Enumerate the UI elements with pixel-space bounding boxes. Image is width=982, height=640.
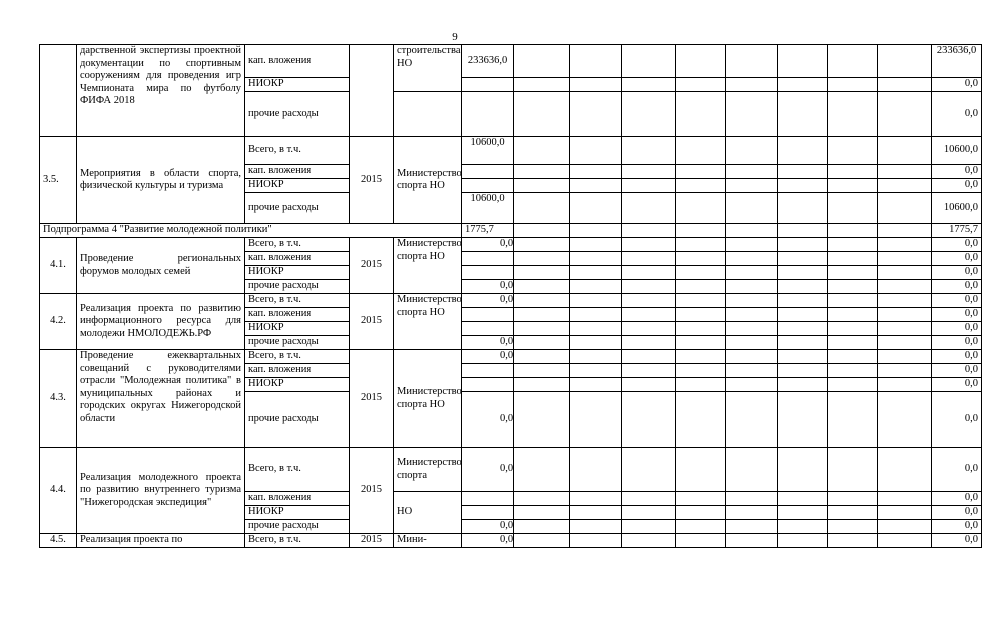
total-cell: 0,0 xyxy=(932,280,982,294)
executor: Министерство спорта НО xyxy=(394,350,462,448)
total-cell: 0,0 xyxy=(932,294,982,308)
total-cell: 0,0 xyxy=(932,238,982,252)
cost-type: Всего, в т.ч. xyxy=(245,350,350,364)
total-cell: 0,0 xyxy=(932,179,982,193)
amount-cell: 233636,0 xyxy=(462,45,514,78)
amount-cell: 10600,0 xyxy=(462,193,514,224)
year: 2015 xyxy=(350,294,394,350)
total-cell: 0,0 xyxy=(932,336,982,350)
amount-cell: 0,0 xyxy=(462,294,514,308)
measure-description: Реализация молодежного проекта по развитию внутреннего туризма "Нижегородская экспедиция" xyxy=(77,448,245,534)
year: 2015 xyxy=(350,350,394,448)
cost-type: кап. вложения xyxy=(245,492,350,506)
total-cell: 0,0 xyxy=(932,78,982,92)
measure-description: Проведение ежеквартальных совещаний с руководителями отрасли "Молодежная политика" в муниципальных районах и городских округах Нижегородской области xyxy=(77,350,245,448)
total-cell: 10600,0 xyxy=(932,137,982,165)
amount-cell: 0,0 xyxy=(462,350,514,364)
total-cell: 0,0 xyxy=(932,165,982,179)
total-cell: 0,0 xyxy=(932,92,982,137)
cost-type: кап. вложения xyxy=(245,165,350,179)
year-cell xyxy=(350,45,394,137)
cost-type: прочие расходы xyxy=(245,520,350,534)
cost-type: кап. вложения xyxy=(245,308,350,322)
executor: строительства НО xyxy=(394,45,462,92)
total-cell: 0,0 xyxy=(932,322,982,336)
row-number: 4.2. xyxy=(40,294,77,350)
total-cell: 0,0 xyxy=(932,266,982,280)
amount-cell: 0,0 xyxy=(462,520,514,534)
row-number: 4.4. xyxy=(40,448,77,534)
row-number: 3.5. xyxy=(40,137,77,224)
table-row xyxy=(40,448,982,492)
row-number: 4.3. xyxy=(40,350,77,448)
executor: Министерство спорта НО xyxy=(394,294,462,350)
year: 2015 xyxy=(350,238,394,294)
total-cell: 0,0 xyxy=(932,350,982,364)
amount-cell: 1775,7 xyxy=(462,224,514,238)
amount-cell xyxy=(462,266,514,280)
total-cell: 0,0 xyxy=(932,252,982,266)
table-row xyxy=(40,534,982,548)
total-cell: 0,0 xyxy=(932,492,982,506)
amount-cell xyxy=(462,92,514,137)
cost-type: Всего, в т.ч. xyxy=(245,448,350,492)
total-cell: 0,0 xyxy=(932,448,982,492)
cost-type: НИОКР xyxy=(245,506,350,520)
cost-type: Всего, в т.ч. xyxy=(245,238,350,252)
amount-cell xyxy=(462,308,514,322)
amount-cell xyxy=(462,378,514,392)
cost-type: прочие расходы xyxy=(245,280,350,294)
total-cell: 0,0 xyxy=(932,520,982,534)
measure-description: дарственной экспертизы проектной документации по спортивным сооружениям для проведения игр Чемпионата мира по футболу ФИФА 2018 xyxy=(77,45,245,137)
total-cell: 0,0 xyxy=(932,364,982,378)
total-cell: 10600,0 xyxy=(932,193,982,224)
cost-type: прочие расходы xyxy=(245,92,350,137)
total-cell: 0,0 xyxy=(932,392,982,448)
amount-cell xyxy=(462,364,514,378)
cost-type: Всего, в т.ч. xyxy=(245,294,350,308)
row-number-cell xyxy=(40,45,77,137)
total-cell: 0,0 xyxy=(932,534,982,548)
cost-type: НИОКР xyxy=(245,266,350,280)
cost-type: кап. вложения xyxy=(245,252,350,266)
amount-cell: 0,0 xyxy=(462,336,514,350)
amount-cell: 0,0 xyxy=(462,392,514,448)
amount-cell: 0,0 xyxy=(462,280,514,294)
cost-type: прочие расходы xyxy=(245,193,350,224)
measure-description: Реализация проекта по xyxy=(77,534,245,548)
amount-cell: 0,0 xyxy=(462,534,514,548)
executor: Министерство спорта xyxy=(394,448,462,492)
subprogram-title: Подпрограмма 4 "Развитие молодежной политики" xyxy=(40,224,462,238)
executor: Министерство спорта НО xyxy=(394,238,462,294)
year: 2015 xyxy=(350,534,394,548)
total-cell: 0,0 xyxy=(932,506,982,520)
total-cell: 1775,7 xyxy=(932,224,982,238)
amount-cell: 0,0 xyxy=(462,238,514,252)
year: 2015 xyxy=(350,448,394,534)
cost-type: НИОКР xyxy=(245,378,350,392)
budget-table xyxy=(39,44,982,548)
table-row xyxy=(40,350,982,364)
amount-cell xyxy=(462,252,514,266)
table-row xyxy=(40,137,982,165)
row-number: 4.1. xyxy=(40,238,77,294)
measure-description: Мероприятия в области спорта, физической культуры и туризма xyxy=(77,137,245,224)
amount-cell: 10600,0 xyxy=(462,137,514,165)
executor: Мини- xyxy=(394,534,462,548)
executor: НО xyxy=(394,492,462,534)
cost-type: Всего, в т.ч. xyxy=(245,534,350,548)
cost-type: кап. вложения xyxy=(245,45,350,78)
cost-type: НИОКР xyxy=(245,78,350,92)
amount-cell xyxy=(462,492,514,506)
measure-description: Реализация проекта по развитию информационного ресурса для молодежи НМОЛОДЕЖЬ.РФ xyxy=(77,294,245,350)
page-number: 9 xyxy=(452,31,458,43)
executor-cell xyxy=(394,92,462,137)
measure-description: Проведение региональных форумов молодых семей xyxy=(77,238,245,294)
cost-type: прочие расходы xyxy=(245,336,350,350)
row-number: 4.5. xyxy=(40,534,77,548)
cost-type: Всего, в т.ч. xyxy=(245,137,350,165)
total-cell: 233636,0 xyxy=(932,45,982,78)
amount-cell xyxy=(462,165,514,179)
amount-cell xyxy=(462,506,514,520)
executor: Министерство спорта НО xyxy=(394,137,462,224)
total-cell: 0,0 xyxy=(932,378,982,392)
cost-type: кап. вложения xyxy=(245,364,350,378)
total-cell: 0,0 xyxy=(932,308,982,322)
amount-cell xyxy=(462,179,514,193)
table-row xyxy=(40,294,982,308)
subprogram-row xyxy=(40,224,982,238)
year: 2015 xyxy=(350,137,394,224)
amount-cell xyxy=(462,78,514,92)
table-row xyxy=(40,238,982,252)
cost-type: НИОКР xyxy=(245,179,350,193)
cost-type: прочие расходы xyxy=(245,392,350,448)
amount-cell xyxy=(462,322,514,336)
cost-type: НИОКР xyxy=(245,322,350,336)
table-row xyxy=(40,45,982,78)
amount-cell: 0,0 xyxy=(462,448,514,492)
